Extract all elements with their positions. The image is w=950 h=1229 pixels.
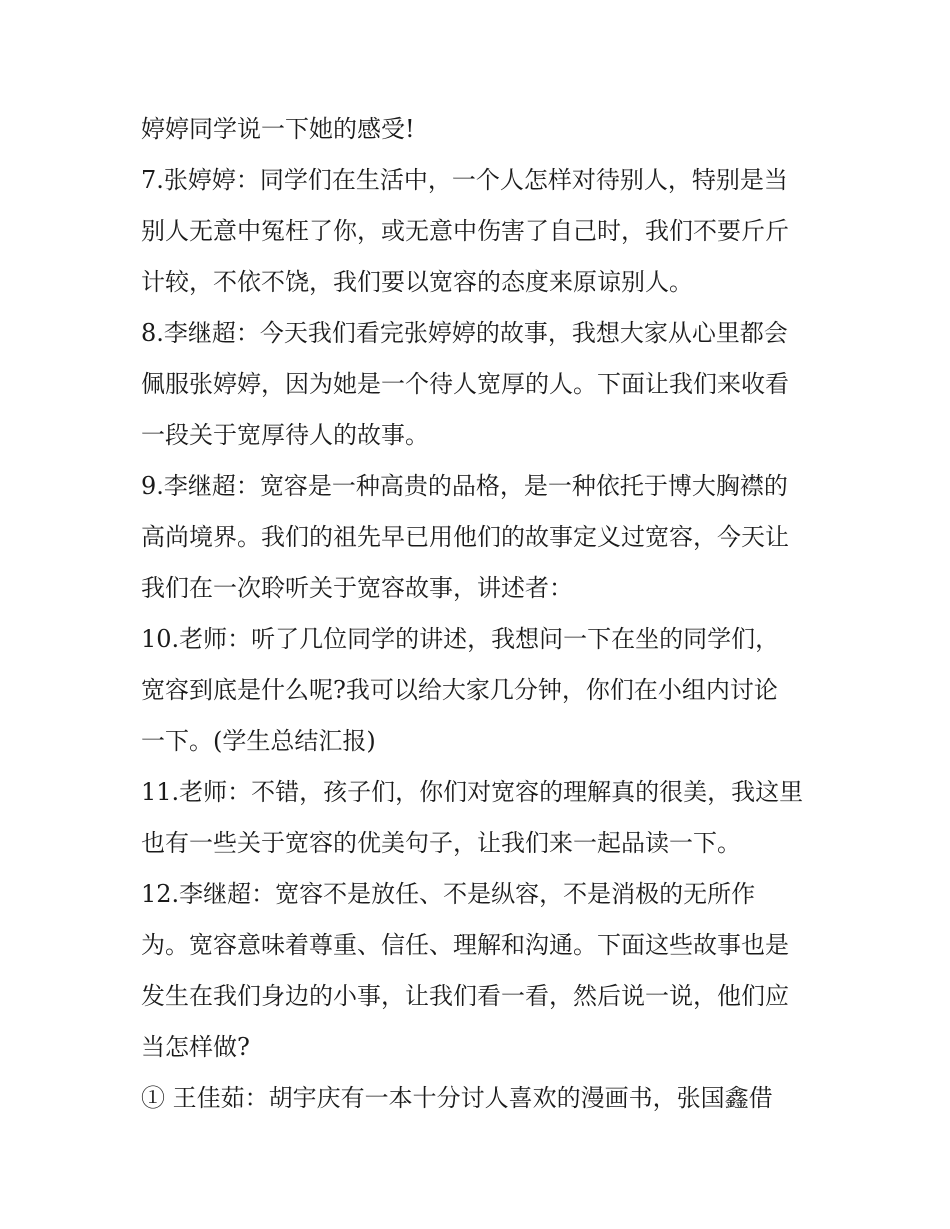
text-line: 10.老师：听了几位同学的讲述，我想问一下在坐的同学们， [141,625,780,653]
text-line: 当怎样做? [141,1033,250,1061]
text-line: 宽容到底是什么呢?我可以给大家几分钟，你们在小组内讨论 [141,676,778,704]
text-line: 8.李继超：今天我们看完张婷婷的故事，我想大家从心里都会 [141,319,788,347]
text-line: 一段关于宽厚待人的故事。 [141,421,429,449]
text-line: 发生在我们身边的小事，让我们看一看，然后说一说，他们应 [141,982,789,1010]
text-line: 12.李继超：宽容不是放任、不是纵容，不是消极的无所作 [141,880,756,908]
text-line: 9.李继超：宽容是一种高贵的品格，是一种依托于博大胸襟的 [141,472,788,500]
text-line: 婷婷同学说一下她的感受! [141,115,415,143]
text-line: ① 王佳茹：胡宇庆有一本十分讨人喜欢的漫画书，张国鑫借 [141,1084,773,1112]
text-line: 佩服张婷婷，因为她是一个待人宽厚的人。下面让我们来收看 [141,370,789,398]
text-line: 为。宽容意味着尊重、信任、理解和沟通。下面这些故事也是 [141,931,789,959]
text-line: 也有一些关于宽容的优美句子，让我们来一起品读一下。 [141,829,741,857]
text-line: 7.张婷婷：同学们在生活中，一个人怎样对待别人，特别是当 [141,166,788,194]
text-line: 我们在一次聆听关于宽容故事，讲述者： [141,574,573,602]
text-line: 一下。(学生总结汇报) [141,727,376,755]
text-line: 别人无意中冤枉了你，或无意中伤害了自己时，我们不要斤斤 [141,217,789,245]
text-line: 11.老师：不错，孩子们，你们对宽容的理解真的很美，我这里 [141,778,804,806]
text-line: 高尚境界。我们的祖先早已用他们的故事定义过宽容，今天让 [141,523,789,551]
document-body [141,104,821,1124]
text-line: 计较，不依不饶，我们要以宽容的态度来原谅别人。 [141,268,693,296]
